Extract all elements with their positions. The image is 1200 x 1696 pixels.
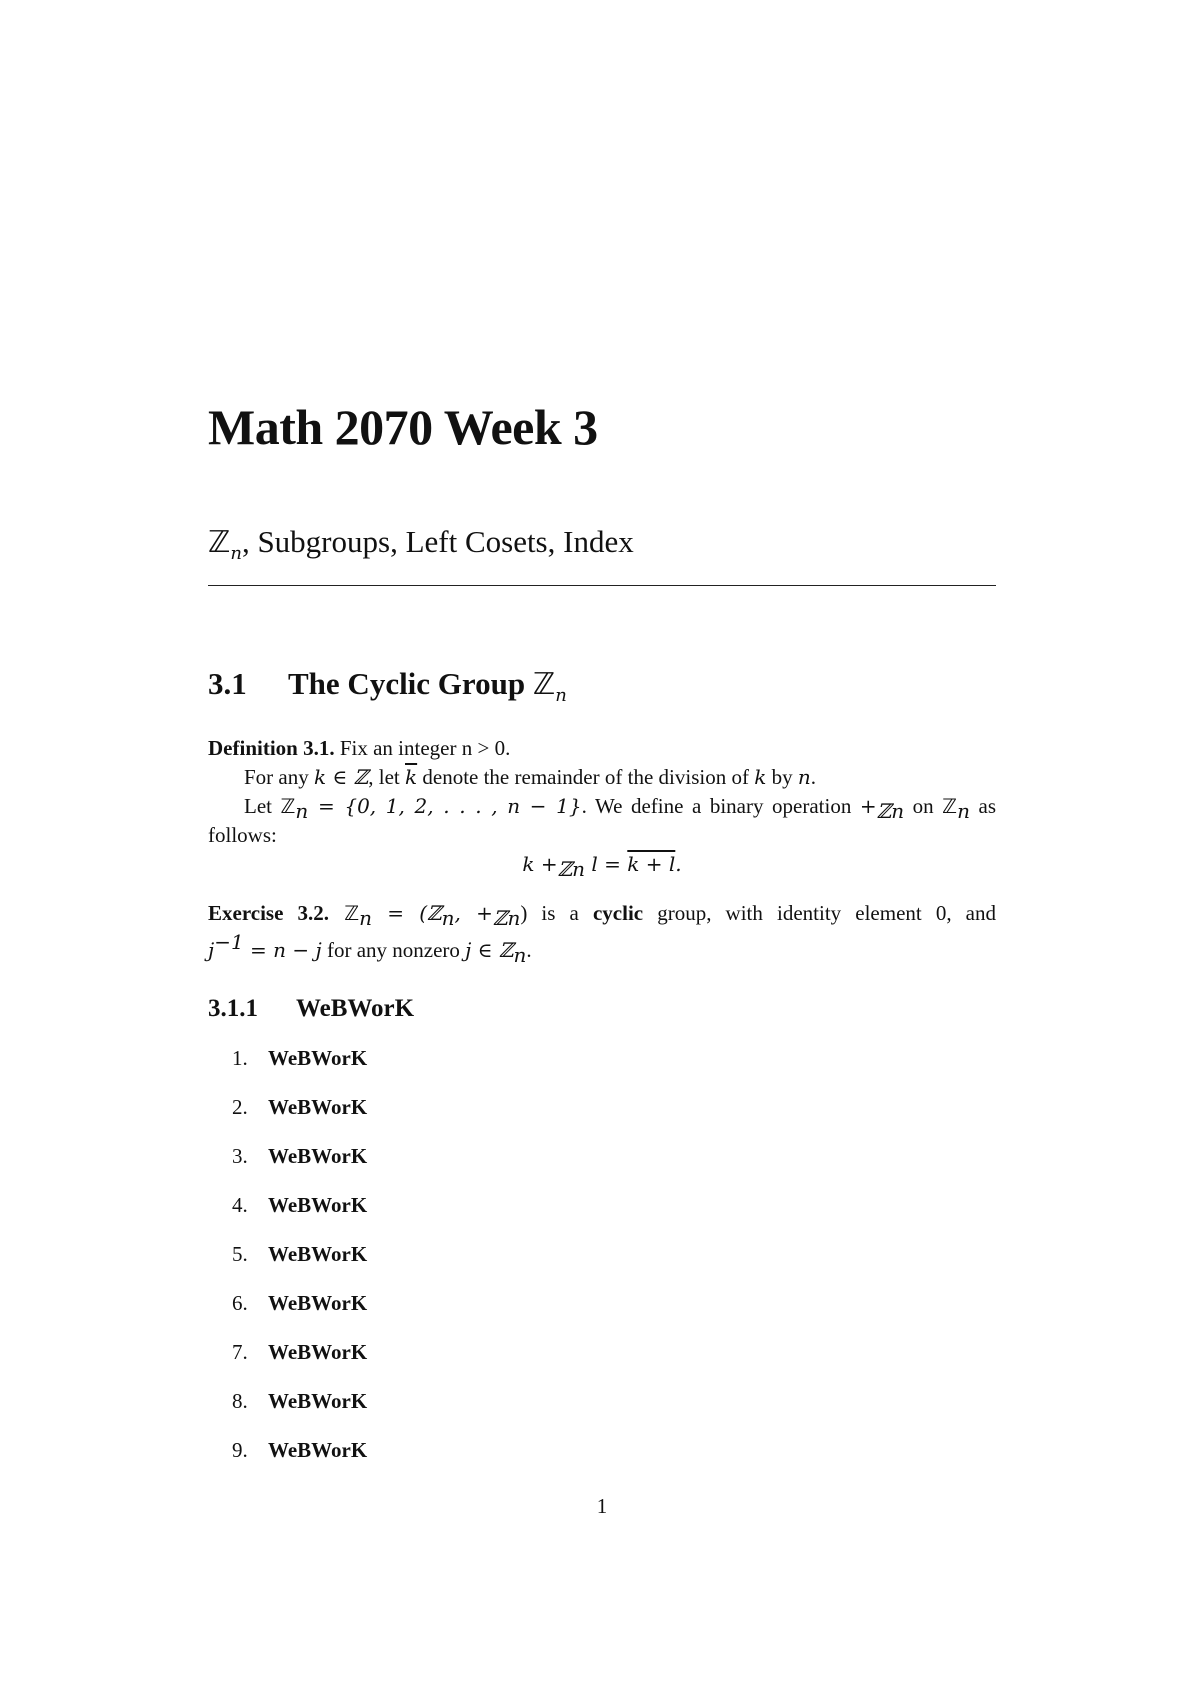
subtitle-math-sub: n	[230, 543, 242, 565]
definition-math-sub: ℤn	[876, 799, 905, 824]
section-label-math: ℤ	[532, 667, 556, 702]
document-subtitle	[208, 524, 634, 564]
definition-text: on	[904, 794, 943, 818]
definition-math: = {0, 1, 2, . . . , n − 1}	[308, 794, 582, 818]
exercise-math-sub: ℤn	[492, 906, 521, 931]
list-item	[232, 1144, 367, 1169]
section-label-math-sub: n	[555, 685, 567, 707]
equation-part: l =	[585, 852, 628, 876]
exercise-math: j ∈ ℤ	[465, 938, 514, 962]
definition-text: , let	[368, 765, 405, 789]
list-item-label: WeBWorK	[268, 1438, 368, 1462]
exercise-math: ℤ	[329, 901, 360, 925]
definition-text: by	[766, 765, 798, 789]
exercise-text: .	[526, 938, 532, 962]
subsection-label: WeBWorK	[296, 995, 415, 1022]
list-item-label: WeBWorK	[268, 1389, 368, 1413]
list-item-label: WeBWorK	[268, 1095, 368, 1119]
definition-math: n	[797, 765, 811, 789]
list-item	[232, 1291, 367, 1316]
list-item	[232, 1242, 367, 1267]
list-item-number: 8.	[232, 1389, 248, 1413]
definition-text: as	[969, 794, 996, 818]
exercise-math: , +	[454, 901, 493, 925]
subsection-number: 3.1.1	[208, 995, 258, 1022]
list-item	[232, 1095, 367, 1120]
list-item-number: 9.	[232, 1438, 248, 1462]
subsection-heading	[208, 995, 414, 1023]
definition-text: Let	[244, 794, 281, 818]
definition-text: For any	[244, 765, 314, 789]
list-item	[232, 1193, 367, 1218]
list-item-label: WeBWorK	[268, 1046, 368, 1070]
list-item-number: 7.	[232, 1340, 248, 1364]
definition-equation	[208, 852, 996, 881]
list-item-number: 1.	[232, 1046, 248, 1070]
exercise-heading: Exercise 3.2.	[208, 901, 330, 925]
definition-math: k ∈ ℤ	[314, 765, 369, 789]
list-item-label: WeBWorK	[268, 1291, 368, 1315]
equation-part: .	[675, 852, 682, 876]
definition-text: . We define a binary operation	[581, 794, 860, 818]
exercise-math-sub: n	[441, 906, 455, 931]
list-item-label: WeBWorK	[268, 1193, 368, 1217]
list-item-number: 2.	[232, 1095, 248, 1119]
definition-math: ℤ	[942, 794, 958, 818]
definition-math: +	[859, 794, 877, 818]
definition-math: k	[754, 765, 767, 789]
definition-math-sub: n	[295, 799, 309, 824]
list-item-label: WeBWorK	[268, 1242, 368, 1266]
list-item-number: 3.	[232, 1144, 248, 1168]
definition-text: denote the remainder of the division of	[417, 765, 755, 789]
exercise-math-sup: −1	[214, 930, 244, 954]
subtitle-text: , Subgroups, Left Cosets, Index	[241, 524, 634, 559]
equation-sub: ℤn	[557, 857, 586, 882]
exercise-text: group, with identity element 0, and	[643, 901, 997, 925]
list-item-number: 6.	[232, 1291, 248, 1315]
document-title: Math 2070 Week 3	[208, 399, 598, 455]
list-item	[232, 1340, 367, 1365]
section-label: The Cyclic Group	[288, 666, 533, 701]
exercise-math: = n − j	[243, 938, 322, 962]
list-item	[232, 1438, 367, 1463]
list-item	[232, 1389, 367, 1414]
page-number: 1	[596, 1494, 608, 1518]
list-item	[232, 1046, 367, 1071]
exercise-line-2	[208, 928, 996, 970]
exercise-math-sub: n	[513, 943, 527, 968]
definition-line-2	[208, 763, 996, 792]
title-rule	[208, 585, 996, 586]
definition-heading: Definition 3.1.	[208, 736, 335, 760]
definition-line-1	[208, 734, 996, 763]
definition-math-overline: $\overline{k}$	[405, 765, 418, 789]
section-number: 3.1	[208, 666, 247, 701]
definition-line-4: follows:	[208, 823, 277, 847]
definition-math: ℤ	[280, 794, 296, 818]
section-heading	[208, 666, 567, 706]
exercise-math-sub: n	[359, 906, 373, 931]
subtitle-math: ℤ	[208, 525, 231, 560]
exercise-math: = (ℤ	[372, 901, 442, 925]
exercise-bold: cyclic	[592, 901, 644, 925]
equation-overline: k + l	[627, 852, 676, 876]
exercise-text: ) is a	[520, 901, 593, 925]
definition-math-sub: n	[957, 799, 970, 824]
list-item-number: 4.	[232, 1193, 248, 1217]
exercise-math: j	[208, 938, 215, 962]
equation-part: k +	[522, 852, 558, 876]
definition-line1-text: Fix an integer n > 0.	[339, 736, 511, 760]
list-item-label: WeBWorK	[268, 1340, 368, 1364]
exercise-text: for any nonzero	[321, 938, 466, 962]
definition-text: .	[810, 765, 816, 789]
list-item-label: WeBWorK	[268, 1144, 368, 1168]
list-item-number: 5.	[232, 1242, 248, 1266]
